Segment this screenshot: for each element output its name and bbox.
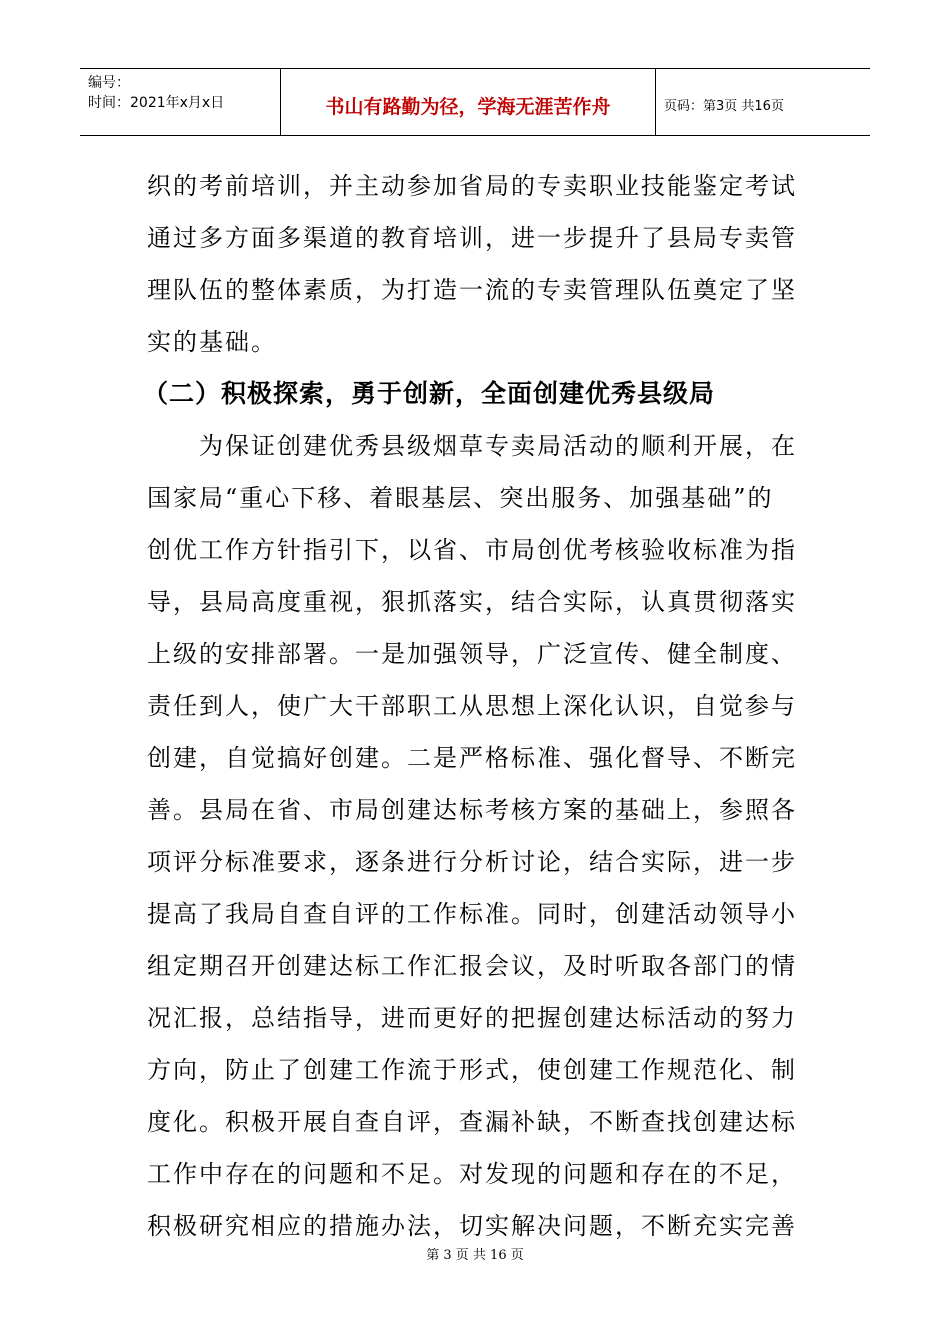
body-line: 国家局“重心下移、着眼基层、突出服务、加强基础”的: [147, 484, 774, 512]
document-time: 时间：2021年x月x日: [88, 95, 225, 111]
section-heading: （二）积极探索，勇于创新，全面创建优秀县级局: [143, 379, 716, 408]
body-line: 通过多方面多渠道的教育培训，进一步提升了县局专卖管: [147, 224, 797, 252]
body-line: 组定期召开创建达标工作汇报会议，及时听取各部门的情: [147, 952, 797, 980]
body-line: 为保证创建优秀县级烟草专卖局活动的顺利开展，在: [147, 432, 797, 460]
page-footer: 第 3 页 共 16 页: [426, 1248, 524, 1263]
document-body: [143, 160, 807, 1252]
body-line: 方向，防止了创建工作流于形式，使创建工作规范化、制: [147, 1056, 797, 1084]
header-page-info: 页码：第3页 共16页: [664, 98, 784, 114]
body-line: 创建，自觉搞好创建。二是严格标准、强化督导、不断完: [147, 744, 797, 772]
body-line: 积极研究相应的措施办法，切实解决问题，不断充实完善: [147, 1212, 797, 1240]
body-line: 善。县局在省、市局创建达标考核方案的基础上，参照各: [147, 796, 797, 824]
body-line: 导，县局高度重视，狠抓落实，结合实际，认真贯彻落实: [147, 588, 797, 616]
body-line: 织的考前培训，并主动参加省局的专卖职业技能鉴定考试: [147, 172, 797, 200]
body-line: 实的基础。: [147, 328, 277, 356]
body-line: 上级的安排部署。一是加强领导，广泛宣传、健全制度、: [147, 640, 797, 668]
body-line: 项评分标准要求，逐条进行分析讨论，结合实际，进一步: [147, 848, 797, 876]
page-header: [80, 68, 870, 136]
header-motto: 书山有路勤为径，学海无涯苦作舟: [280, 69, 656, 135]
document-number-label: 编号：: [88, 75, 130, 91]
body-line: 创优工作方针指引下，以省、市局创优考核验收标准为指: [147, 536, 797, 564]
body-line: 责任到人，使广大干部职工从思想上深化认识，自觉参与: [147, 692, 797, 720]
body-line: 理队伍的整体素质，为打造一流的专卖管理队伍奠定了坚: [147, 276, 797, 304]
body-line: 工作中存在的问题和不足。对发现的问题和存在的不足，: [147, 1160, 797, 1188]
body-line: 况汇报，总结指导，进而更好的把握创建达标活动的努力: [147, 1004, 797, 1032]
body-line: 度化。积极开展自查自评，查漏补缺，不断查找创建达标: [147, 1108, 797, 1136]
header-meta: [80, 69, 280, 135]
body-line: 提高了我局自查自评的工作标准。同时，创建活动领导小: [147, 900, 797, 928]
